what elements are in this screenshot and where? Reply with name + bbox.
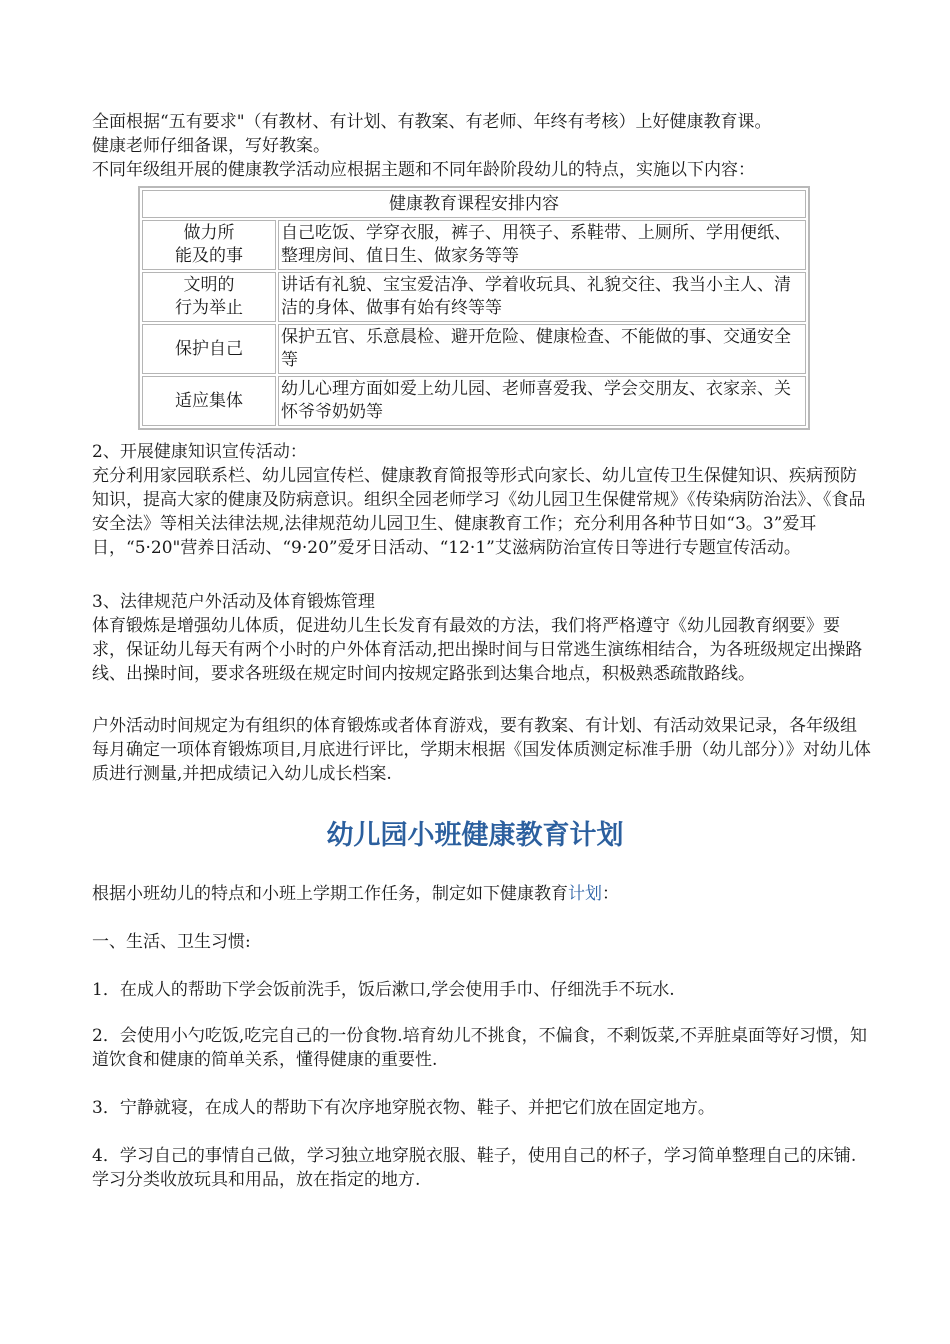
table-caption-row bbox=[142, 190, 806, 218]
section2-body: 充分利用家园联系栏、幼儿园宣传栏、健康教育简报等形式向家长、幼儿宣传卫生保健知识、疾病预防知识，提高大家的健康及防病意识。组织全园老师学习《幼儿园卫生保健常规》《传染病防治法》、《食品安全法》等相关法律法规,法律规范幼儿园卫生、健康教育工作；充分利用各种节日如“3。3”爱耳日，“5·20"营养日活动、“9·20”爱牙日活动、“12·1”艾滋病防治宣传日等进行专题宣传活动。 bbox=[92, 466, 866, 558]
table-topic-cell: 保护自己 bbox=[142, 324, 276, 374]
paragraph-five-requirements: 全面根据“五有要求"（有教材、有计划、有教案、有老师、年终有考核）上好健康教育课。 bbox=[92, 112, 772, 132]
topic-line: 能及的事 bbox=[175, 246, 243, 266]
plan-intro bbox=[92, 882, 872, 906]
course-schedule-table bbox=[140, 188, 808, 428]
topic-line: 行为举止 bbox=[175, 298, 243, 318]
plan-section1-heading: 一、生活、卫生习惯: bbox=[92, 932, 251, 952]
topic-line: 做力所 bbox=[183, 223, 235, 243]
plan-title: 幼儿园小班健康教育计划 bbox=[326, 820, 624, 851]
topic-line: 文明的 bbox=[183, 275, 235, 295]
table-topic-cell bbox=[142, 220, 276, 270]
section3-body-1: 体育锻炼是增强幼儿体质，促进幼儿生长发育有最效的方法，我们将严格遵守《幼儿园教育纲要》要求，保证幼儿每天有两个小时的户外体育活动,把出操时间与日常逃生演练相结合，为各班级规定出操路线、出操时间，要求各班级在规定时间内按规定路张到达集合地点，积极熟悉疏散路线。 bbox=[92, 616, 863, 684]
plan-intro-text: 根据小班幼儿的特点和小班上学期工作任务，制定如下健康教育 bbox=[92, 884, 568, 904]
table-topic-cell: 适应集体 bbox=[142, 376, 276, 426]
plan-item-3: 3．宁静就寝，在成人的帮助下有次序地穿脱衣物、鞋子、并把它们放在固定地方。 bbox=[92, 1098, 715, 1118]
table-topic-cell bbox=[142, 272, 276, 322]
plan-link[interactable]: 计划 bbox=[568, 884, 602, 904]
paragraph-grade-activities: 不同年级组开展的健康教学活动应根据主题和不同年龄阶段幼儿的特点，实施以下内容： bbox=[92, 160, 755, 180]
section3-heading: 3、法律规范户外活动及体育锻炼管理 bbox=[92, 592, 375, 612]
table-row bbox=[142, 376, 806, 426]
plan-intro-end: ： bbox=[602, 884, 619, 904]
table-content-cell: 幼儿心理方面如爱上幼儿园、老师喜爱我、学会交朋友、衣家亲、关怀爷爷奶奶等 bbox=[278, 376, 806, 426]
course-table-frame bbox=[138, 186, 810, 430]
table-row bbox=[142, 272, 806, 322]
table-row bbox=[142, 324, 806, 374]
table-content-cell: 讲话有礼貌、宝宝爱洁净、学着收玩具、礼貌交往、我当小主人、清洁的身体、做事有始有终等等 bbox=[278, 272, 806, 322]
paragraph-prepare-lessons: 健康老师仔细备课，写好教案。 bbox=[92, 136, 330, 156]
plan-item-1: 1．在成人的帮助下学会饭前洗手，饭后漱口,学会使用手巾、仔细洗手不玩水. bbox=[92, 980, 675, 1000]
table-row bbox=[142, 220, 806, 270]
table-content-cell: 自己吃饭、学穿衣服，裤子、用筷子、系鞋带、上厕所、学用便纸、整理房间、值日生、做家务等等 bbox=[278, 220, 806, 270]
section3-body-2: 户外活动时间规定为有组织的体育锻炼或者体育游戏，要有教案、有计划、有活动效果记录，各年级组每月确定一项体育锻炼项目,月底进行评比，学期末根据《国发体质测定标准手册（幼儿部分）》对幼儿体质进行测量,并把成绩记入幼儿成长档案. bbox=[92, 716, 871, 784]
plan-item-2: 2．会使用小勺吃饭,吃完自己的一份食物.培育幼儿不挑食，不偏食，不剩饭菜,不弄脏桌面等好习惯，知道饮食和健康的简单关系，懂得健康的重要性. bbox=[92, 1026, 868, 1070]
table-content-cell: 保护五官、乐意晨检、避开危险、健康检查、不能做的事、交通安全等 bbox=[278, 324, 806, 374]
section2-heading: 2、开展健康知识宣传活动： bbox=[92, 442, 307, 462]
table-caption: 健康教育课程安排内容 bbox=[142, 190, 806, 218]
plan-item-4: 4．学习自己的事情自己做，学习独立地穿脱衣服、鞋子，使用自己的杯子，学习简单整理自己的床铺.学习分类收放玩具和用品，放在指定的地方. bbox=[92, 1146, 857, 1190]
